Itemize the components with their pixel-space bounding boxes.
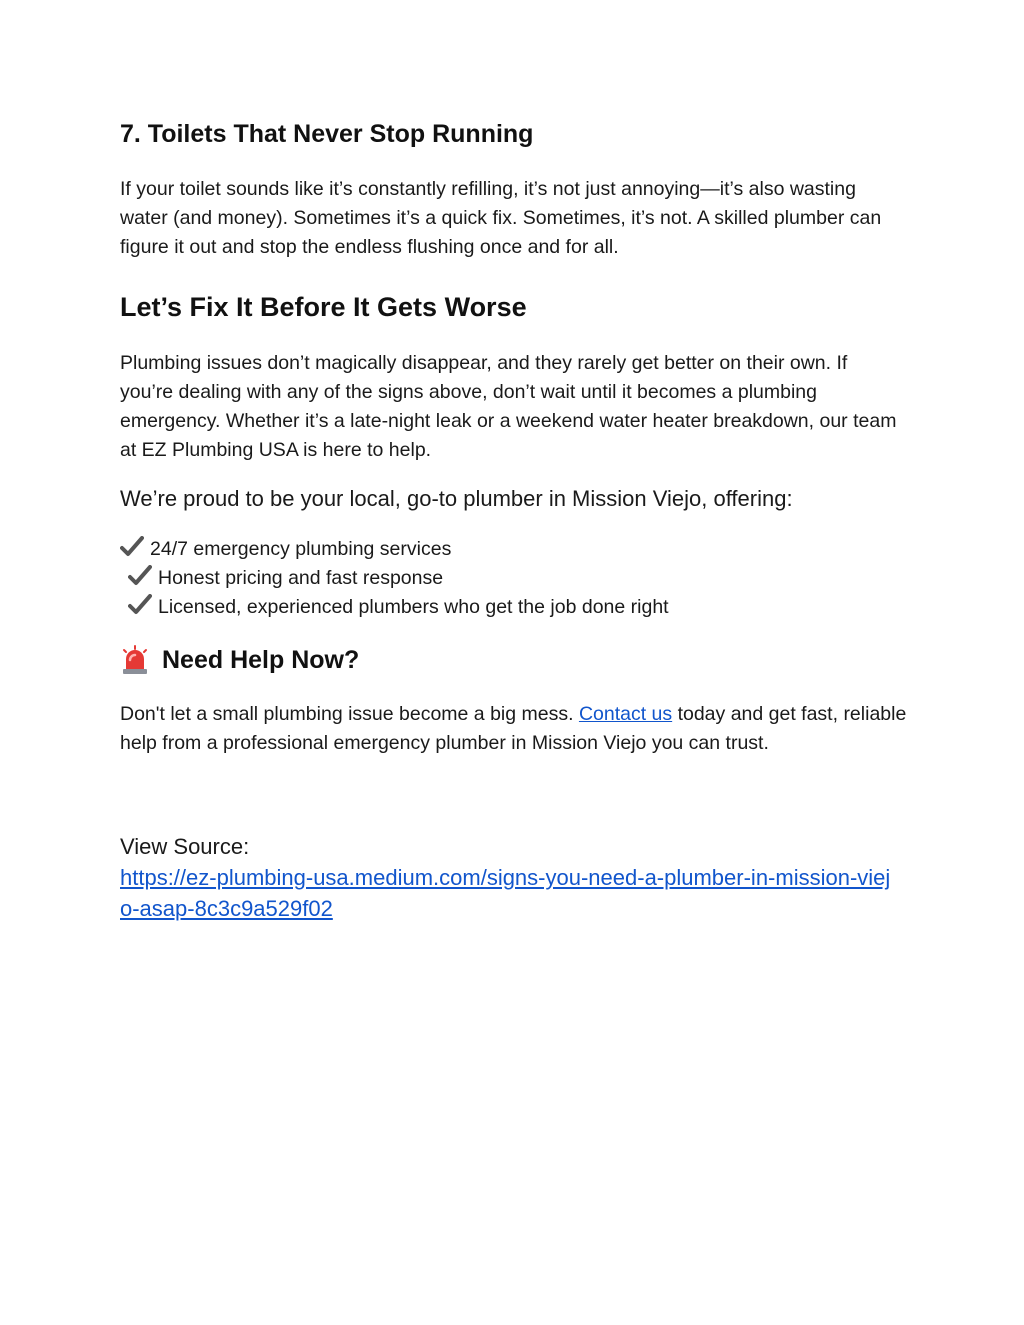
paragraph-fix: Plumbing issues don’t magically disappear, and they rarely get better on their own. If you’re dealing with any of the signs above, don’t wait until it becomes a plumbing emergency. Whether it’s a late-night leak or a weekend water heater breakdown, our team at EZ Plumbing USA is here to help.	[120, 352, 897, 461]
view-source	[120, 831, 910, 924]
help-text-after: today and get fast, reliable help from a professional emergency plumber in Mission Viejo you can trust.	[120, 703, 907, 754]
section-heading-toilets: 7. Toilets That Never Stop Running	[120, 120, 534, 148]
help-text-before: Don't let a small plumbing issue become a big mess.	[120, 703, 579, 725]
siren-icon	[120, 645, 150, 675]
check-mark-icon	[120, 536, 144, 558]
checklist-item	[120, 564, 669, 593]
offer-checklist	[120, 535, 669, 622]
paragraph-toilets: If your toilet sounds like it’s constantly refilling, it’s not just annoying—it’s also wasting water (and money). Sometimes it’s a quick fix. Sometimes, it’s not. A skilled plumber can figure it out and stop the endless flushing once and for all.	[120, 178, 882, 258]
checklist-item-label: Licensed, experienced plumbers who get the job done right	[158, 596, 669, 618]
section-heading-fix: Let’s Fix It Before It Gets Worse	[120, 292, 527, 322]
checklist-item	[120, 593, 669, 622]
offer-intro: We’re proud to be your local, go-to plumber in Mission Viejo, offering:	[120, 486, 793, 511]
section-heading-help-label: Need Help Now?	[162, 645, 360, 674]
check-mark-icon	[128, 565, 152, 587]
checklist-item	[120, 535, 669, 564]
checklist-item-label: Honest pricing and fast response	[158, 567, 444, 589]
contact-us-link[interactable]: Contact us	[578, 703, 673, 725]
check-mark-icon	[128, 594, 152, 616]
source-url-link[interactable]: https://ez-plumbing-usa.medium.com/signs-you-need-a-plumber-in-mission-viejo-asap-8c3c9a529f02	[120, 865, 891, 921]
checklist-item-label: 24/7 emergency plumbing services	[150, 538, 452, 560]
paragraph-help	[120, 700, 910, 758]
section-heading-help	[120, 645, 359, 675]
view-source-label: View Source:	[120, 834, 250, 859]
